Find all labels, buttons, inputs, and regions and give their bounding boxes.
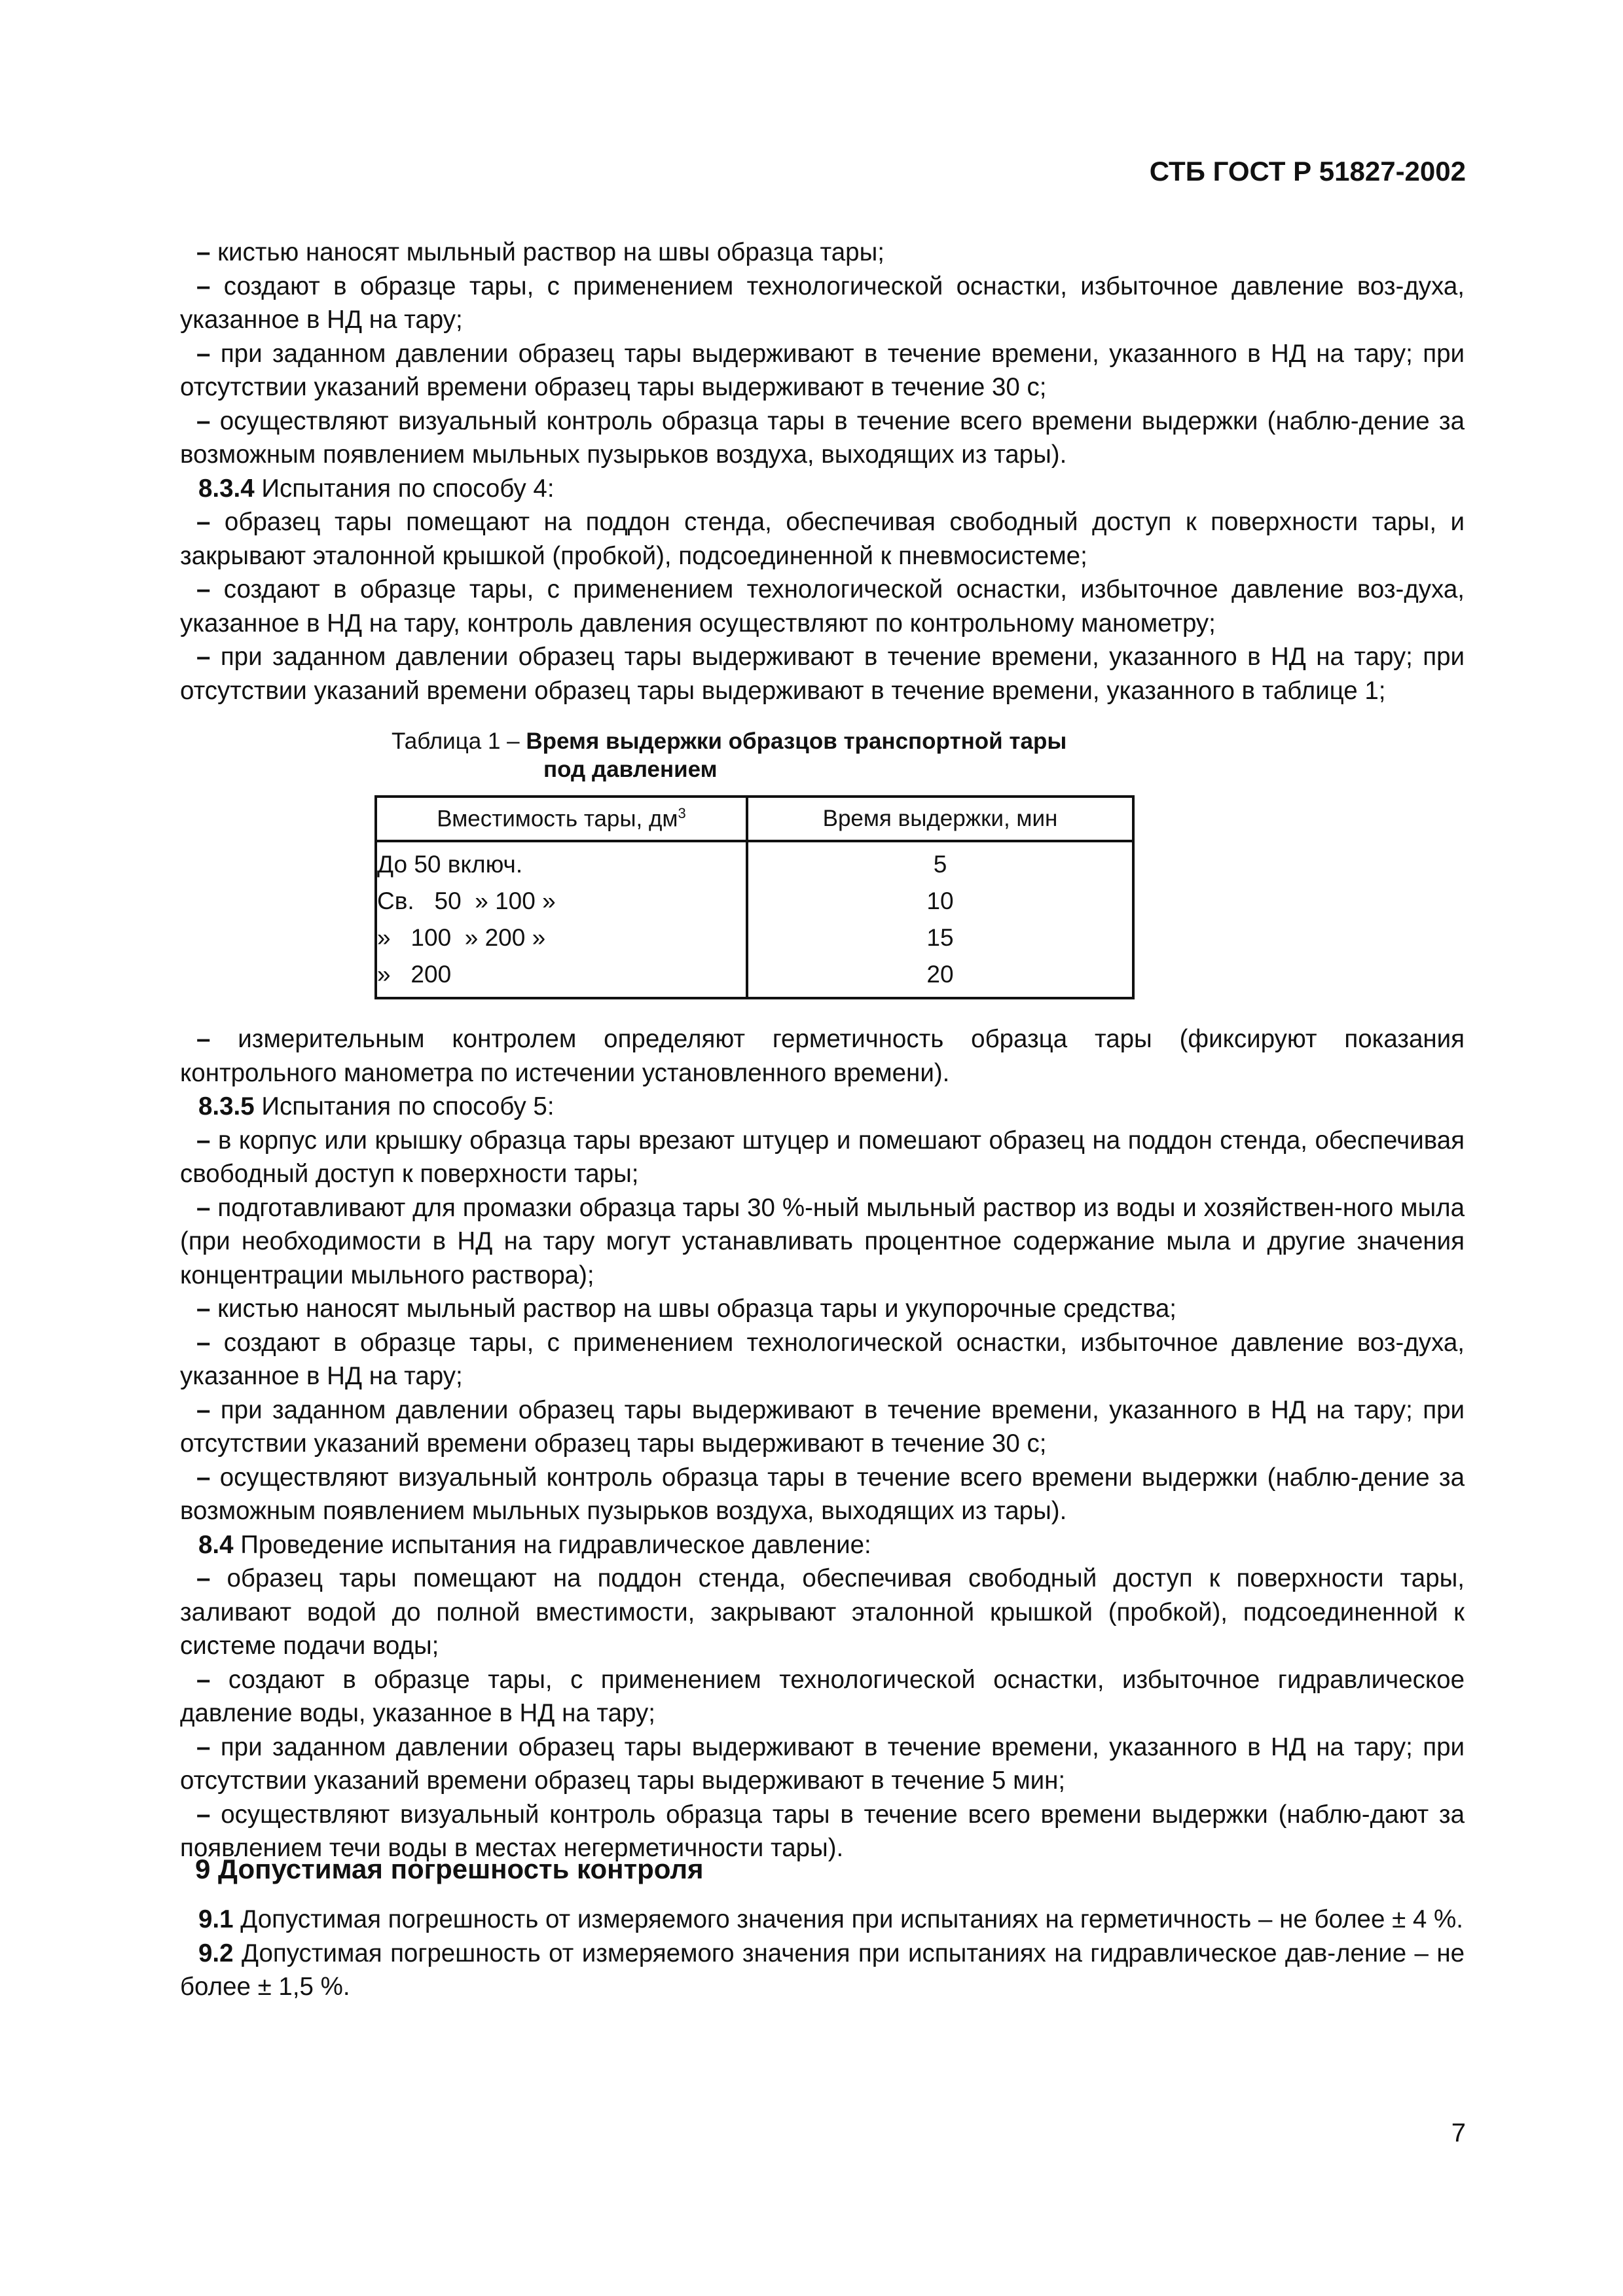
subsection-8-3-5-heading: 8.3.5 Испытания по способу 5:	[198, 1092, 555, 1121]
table-cell-capacity: » 100 » 200 »	[376, 920, 747, 956]
list-item: – образец тары помещают на поддон стенда, обеспечивая свободный доступ к поверхности тары, заливают водой до полной вместимости, закрывают эталонной крышкой (пробкой), подсоединенной к системе подачи воды;	[180, 1564, 1465, 1660]
table-cell-time: 15	[747, 920, 1133, 956]
table-row	[376, 956, 1133, 998]
list-item: – подготавливают для промазки образца тары 30 %-ный мыльный раствор из воды и хозяйствен-ного мыла (при необходимости в НД на тару могут устанавливать процентное содержание мыла и другие значения концентрации мыльного раствора);	[180, 1193, 1465, 1289]
column-header-capacity: Вместимость тары, $дм^3$	[376, 797, 747, 841]
list-item: – создают в образце тары, с применением технологической оснастки, избыточное гидравлическое давление воды, указанное в НД на тару;	[180, 1665, 1465, 1727]
paragraph-9-1: 9.1 Допустимая погрешность от измеряемого значения при испытаниях на герметичность – не более ± 4 %.	[198, 1905, 1463, 1933]
subsection-8-4-heading: 8.4 Проведение испытания на гидравлическое давление:	[198, 1530, 871, 1559]
section-9-title: 9 Допустимая погрешность контроля	[195, 1854, 704, 1884]
page-number: 7	[1451, 2119, 1466, 2147]
list-item: – образец тары помещают на поддон стенда, обеспечивая свободный доступ к поверхности тары, и закрывают эталонной крышкой (пробкой), подсоединенной к пневмосистеме;	[180, 508, 1465, 570]
list-item: – осуществляют визуальный контроль образца тары в течение всего времени выдержки (наблю-дают за появлением течи воды в местах негерметичности тары).	[180, 1800, 1465, 1862]
list-item: – при заданном давлении образец тары выдерживают в течение времени, указанного в НД на тару; при отсутствии указаний времени образец тары выдерживают в течение 30 с;	[180, 1395, 1465, 1458]
list-item: – в корпус или крышку образца тары врезают штуцер и помешают образец на поддон стенда, обеспечивая свободный доступ к поверхности тары;	[180, 1126, 1465, 1188]
table-cell-time: 5	[747, 841, 1133, 883]
column-header-time: Время выдержки, мин	[747, 797, 1133, 841]
text-block-section-9	[180, 1903, 1465, 2004]
table-cell-capacity: Св. 50 » 100 »	[376, 883, 747, 920]
table-cell-time: 20	[747, 956, 1133, 998]
list-item: – измерительным контролем определяют герметичность образца тары (фиксируют показания контрольного манометра по истечении установленного времени).	[180, 1025, 1465, 1087]
list-item: – осуществляют визуальный контроль образца тары в течение всего времени выдержки (наблю-дение за возможным появлением мыльных пузырьков воздуха, выходящих из тары).	[180, 1463, 1465, 1525]
table-row	[376, 841, 1133, 883]
list-item: – кистью наносят мыльный раствор на швы образца тары;	[196, 238, 884, 266]
table-title-line1: Время выдержки образцов транспортной тары	[526, 728, 1067, 754]
paragraph-9-2: 9.2 Допустимая погрешность от измеряемого значения при испытаниях на гидравлическое дав-ление – не более ± 1,5 %.	[180, 1939, 1465, 2001]
list-item: – при заданном давлении образец тары выдерживают в течение времени, указанного в НД на тару; при отсутствии указаний времени образец тары выдерживают в течение 5 мин;	[180, 1732, 1465, 1795]
text-block-after-table	[180, 1022, 1465, 1865]
subsection-8-3-4-heading: 8.3.4 Испытания по способу 4:	[198, 474, 555, 503]
list-item: – при заданном давлении образец тары выдерживают в течение времени, указанного в НД на тару; при отсутствии указаний времени образец тары выдерживают в течение 30 с;	[180, 339, 1465, 401]
table-cell-time: 10	[747, 883, 1133, 920]
table-title-line2: под давлением	[543, 757, 718, 782]
table-row	[376, 920, 1133, 956]
table-label: Таблица 1 –	[392, 728, 520, 754]
table-row	[376, 883, 1133, 920]
list-item: – кистью наносят мыльный раствор на швы образца тары и укупорочные средства;	[196, 1295, 1176, 1323]
text-block-before-table	[180, 236, 1465, 708]
list-item: – создают в образце тары, с применением технологической оснастки, избыточное давление воз-духа, указанное в НД на тару;	[180, 1328, 1465, 1390]
table-cell-capacity: До 50 включ.	[376, 841, 747, 883]
standard-header: СТБ ГОСТ Р 51827-2002	[1149, 156, 1466, 187]
table-1	[374, 795, 1135, 999]
list-item: – создают в образце тары, с применением технологической оснастки, избыточное давление воз-духа, указанное в НД на тару;	[180, 272, 1465, 334]
list-item: – создают в образце тары, с применением технологической оснастки, избыточное давление воз-духа, указанное в НД на тару, контроль давления осуществляют по контрольному манометру;	[180, 575, 1465, 637]
table-caption	[392, 727, 1067, 783]
table-cell-capacity: » 200	[376, 956, 747, 998]
list-item: – при заданном давлении образец тары выдерживают в течение времени, указанного в НД на тару; при отсутствии указаний времени образец тары выдерживают в течение времени, указанного в таблице 1;	[180, 643, 1465, 705]
list-item: – осуществляют визуальный контроль образца тары в течение всего времени выдержки (наблю-дение за возможным появлением мыльных пузырьков воздуха, выходящих из тары).	[180, 406, 1465, 469]
